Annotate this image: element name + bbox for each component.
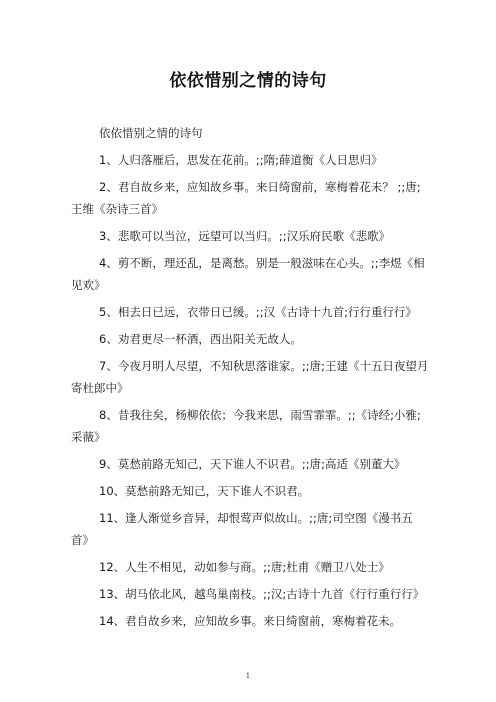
poem-line-item: 7、今夜月明人尽望，不知秋思落谁家。;;唐;王建《十五日夜望月寄杜郎中》 [71,359,429,395]
poem-line-item: 1、人归落雁后，思发在花前。;;隋;薛道衡《人日思归》 [99,153,383,167]
poem-line-item: 12、人生不相见，动如参与商。;;唐;杜甫《赠卫八处士》 [99,560,390,574]
poem-line-item: 2、君自故乡来，应知故乡事。来日绮窗前，寒梅着花未？ ;;唐;王维《杂诗三首》 [71,180,421,216]
page-title: 依依惜别之情的诗句 [169,71,327,91]
poem-line-item: 13、胡马依北风，越鸟巢南枝。;;汉;古诗十九首《行行重行行》 [99,587,425,601]
poem-line-item: 10、莫愁前路无知己，天下谁人不识君。 [99,484,310,498]
poem-line-item: 3、悲歌可以当泣，远望可以当归。;;汉乐府民歌《悲歌》 [99,229,391,243]
document-body [71,122,429,637]
poem-line-item: 5、相去日已远，衣带日已缓。;;汉《古诗十九首;行行重行行》 [99,305,417,319]
poem-line-item: 4、剪不断，理还乱，是离愁。别是一般滋味在心头。;;李煜《相见欢》 [71,256,425,292]
poem-line-item: 6、劝君更尽一杯酒，西出阳关无故人。 [99,332,302,346]
poem-line-item: 8、昔我往矣，杨柳依依；今我来思，雨雪霏霏。;;《诗经;小雅;采薇》 [71,408,421,444]
page-number: 1 [245,672,251,680]
document-subtitle: 依依惜别之情的诗句 [99,126,203,140]
poem-line-item: 14、君自故乡来，应知故乡事。来日绮窗前，寒梅着花未。 [99,614,402,628]
poem-line-item: 11、逢人渐觉乡音异，却恨莺声似故山。;;唐;司空图《漫书五首》 [71,511,413,547]
poem-line-item: 9、莫愁前路无知己，天下谁人不识君。;;唐;高适《别董大》 [99,457,406,471]
